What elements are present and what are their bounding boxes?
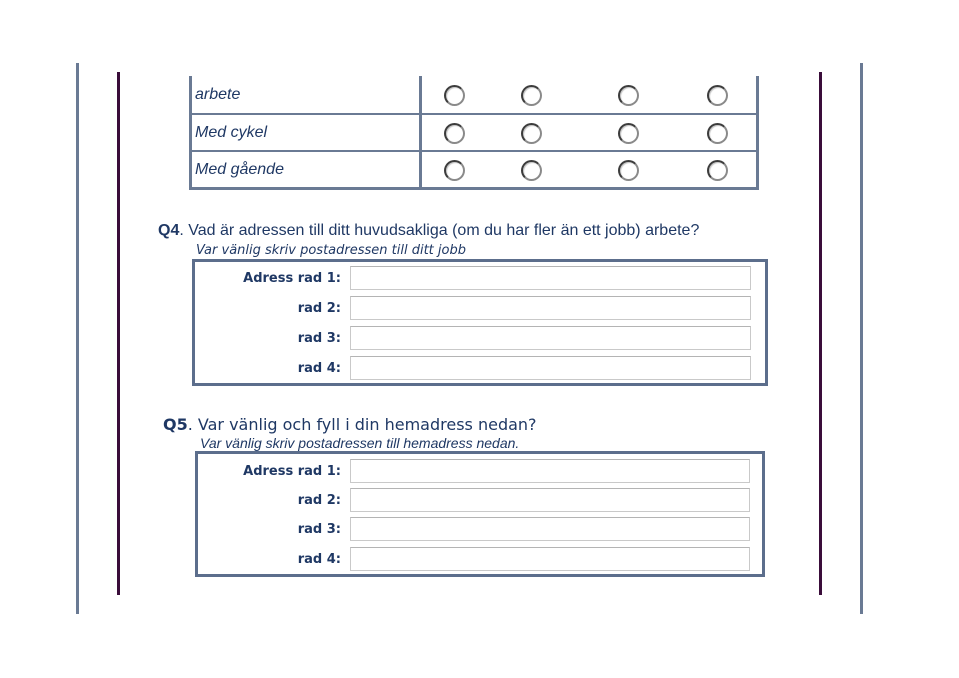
q4-address-line-1-field[interactable] xyxy=(351,267,750,289)
q4-hint: Var vänlig skriv postadressen till ditt jobb xyxy=(196,243,466,258)
q4-address-label: rad 2: xyxy=(297,301,341,316)
q5-address-line-4-field[interactable] xyxy=(351,548,749,570)
q5-question xyxy=(163,415,537,434)
q5-address-label: rad 2: xyxy=(297,493,341,508)
q5-address-label: rad 4: xyxy=(297,552,341,567)
q4-address-label: Adress rad 1: xyxy=(243,271,341,286)
grid-row xyxy=(192,150,756,187)
q5-address-box xyxy=(195,451,765,577)
q5-address-line-1-field[interactable] xyxy=(351,460,749,482)
grid-row-label: arbete xyxy=(192,76,422,113)
page-rule-left-outer xyxy=(76,63,79,614)
q4-number: Q4 xyxy=(158,222,180,239)
q5-hint: Var vänlig skriv postadressen till hemadress nedan. xyxy=(200,435,520,451)
grid-radio-group xyxy=(422,115,756,150)
page-rule-left-inner xyxy=(117,72,120,595)
q4-address-box xyxy=(192,259,768,386)
radio-button[interactable] xyxy=(521,85,542,106)
q5-address-line-1-input[interactable] xyxy=(350,459,750,483)
q4-address-line-4-field[interactable] xyxy=(351,357,750,379)
radio-button[interactable] xyxy=(707,160,728,181)
radio-button[interactable] xyxy=(444,85,465,106)
q5-address-row-3 xyxy=(198,517,762,543)
q5-address-line-2-field[interactable] xyxy=(351,489,749,511)
radio-button[interactable] xyxy=(521,123,542,144)
page-rule-right-outer xyxy=(860,63,863,614)
q4-address-row-4 xyxy=(195,356,765,382)
radio-button[interactable] xyxy=(444,123,465,144)
q4-address-label: rad 4: xyxy=(297,361,341,376)
q5-address-line-4-input[interactable] xyxy=(350,547,750,571)
radio-button[interactable] xyxy=(618,85,639,106)
q4-address-row-3 xyxy=(195,326,765,352)
grid-row-label: Med cykel xyxy=(192,115,422,150)
q5-address-label: Adress rad 1: xyxy=(243,464,341,479)
grid-row-label: Med gående xyxy=(192,152,422,187)
radio-button[interactable] xyxy=(444,160,465,181)
q4-address-line-3-field[interactable] xyxy=(351,327,750,349)
q5-address-row-4 xyxy=(198,547,762,573)
q5-address-line-3-field[interactable] xyxy=(351,518,749,540)
q5-address-row-1 xyxy=(198,459,762,485)
q5-address-line-2-input[interactable] xyxy=(350,488,750,512)
q4-address-row-2 xyxy=(195,296,765,322)
q4-address-line-4-input[interactable] xyxy=(350,356,751,380)
radio-button[interactable] xyxy=(618,123,639,144)
grid-row xyxy=(192,113,756,150)
q4-question xyxy=(158,222,699,240)
grid-row xyxy=(192,76,756,113)
q4-address-line-2-field[interactable] xyxy=(351,297,750,319)
q5-question-text: . Var vänlig och fyll i din hemadress nedan? xyxy=(187,415,537,434)
q5-address-row-2 xyxy=(198,488,762,514)
q4-question-text: . Vad är adressen till ditt huvudsakliga (om du har fler än ett jobb) arbete? xyxy=(179,222,700,239)
q4-address-label: rad 3: xyxy=(297,331,341,346)
q4-address-line-1-input[interactable] xyxy=(350,266,751,290)
grid-radio-group xyxy=(422,76,756,113)
radio-button[interactable] xyxy=(521,160,542,181)
page-rule-right-inner xyxy=(819,72,822,595)
q4-address-line-3-input[interactable] xyxy=(350,326,751,350)
radio-button[interactable] xyxy=(707,123,728,144)
q4-address-row-1 xyxy=(195,266,765,292)
radio-button[interactable] xyxy=(707,85,728,106)
q5-address-label: rad 3: xyxy=(297,522,341,537)
radio-button[interactable] xyxy=(618,160,639,181)
q5-address-line-3-input[interactable] xyxy=(350,517,750,541)
q5-number: Q5 xyxy=(163,415,188,434)
q4-address-line-2-input[interactable] xyxy=(350,296,751,320)
transport-grid xyxy=(189,76,759,190)
grid-radio-group xyxy=(422,152,756,187)
